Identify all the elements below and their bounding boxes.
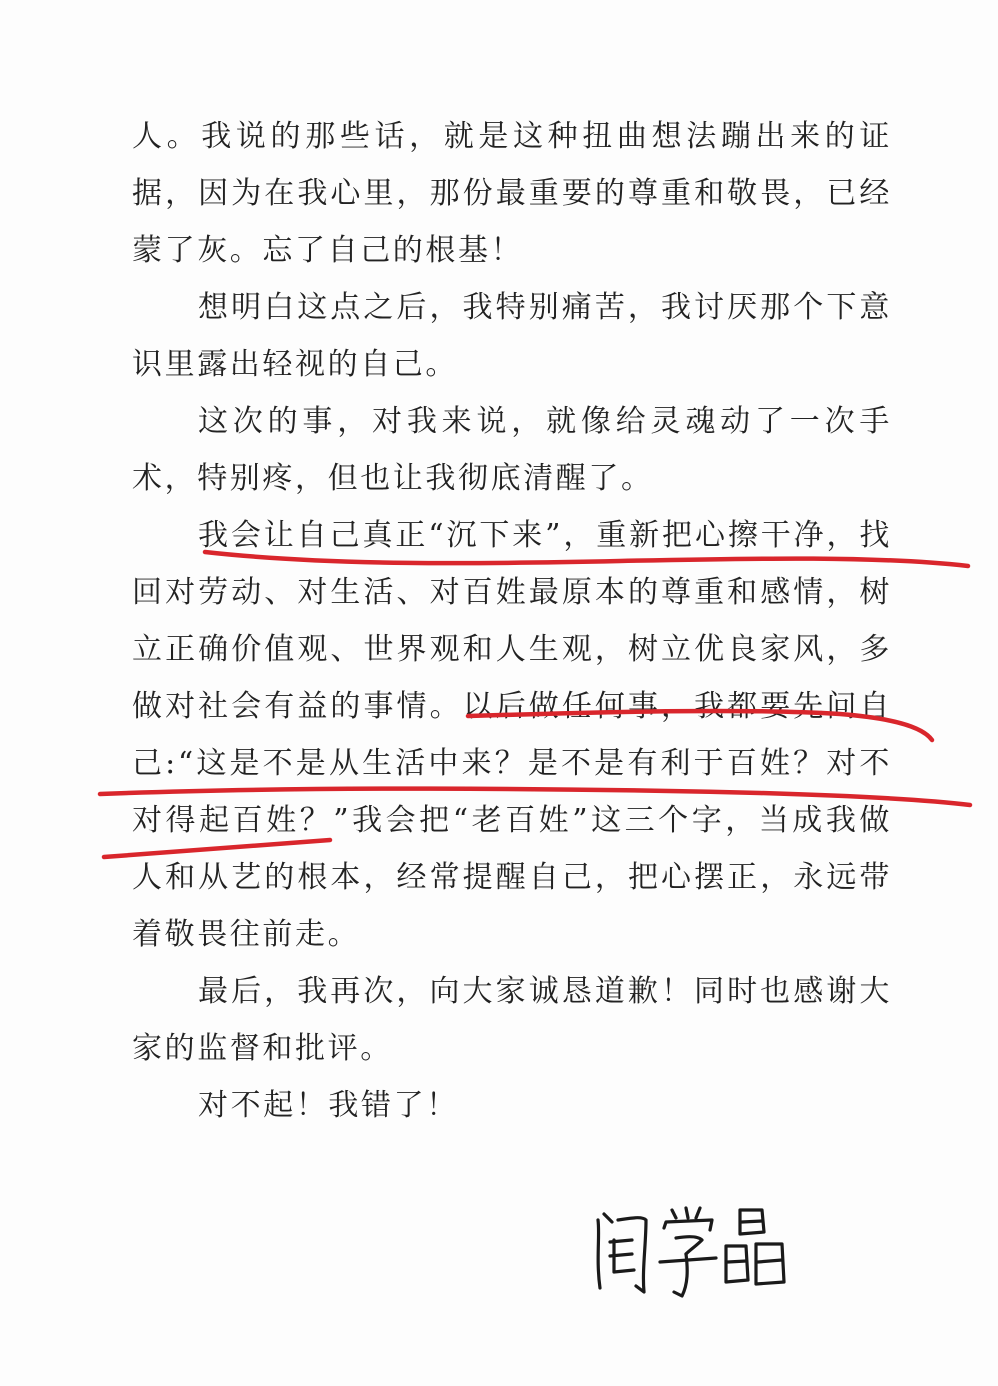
- paragraph-1: 人。我说的那些话，就是这种扭曲想法蹦出来的证据，因为在我心里，那份最重要的尊重和敬畏，已经蒙了灰。忘了自己的根基！: [132, 119, 892, 268]
- handwritten-signature: [580, 1200, 810, 1310]
- letter-body: [132, 108, 892, 1134]
- paragraph-6: 对不起！我错了！: [198, 1088, 459, 1123]
- paragraph-2: 想明白这点之后，我特别痛苦，我讨厌那个下意识里露出轻视的自己。: [132, 290, 892, 382]
- paragraph-5: 最后，我再次，向大家诚恳道歉！同时也感谢大家的监督和批评。: [132, 974, 892, 1066]
- paragraph-4: 我会让自己真正“沉下来”，重新把心擦干净，找回对劳动、对生活、对百姓最原本的尊重和感情，树立正确价值观、世界观和人生观，树立优良家风，多做对社会有益的事情。以后做任何事，我都要先问自己:“这是不是从生活中来？是不是有利于百姓？对不对得起百姓？”我会把“老百姓”这三个字，当成我做人和从艺的根本，经常提醒自己，把心摆正，永远带着敬畏往前走。: [132, 518, 892, 952]
- paragraph-3: 这次的事，对我来说，就像给灵魂动了一次手术，特别疼，但也让我彻底清醒了。: [132, 404, 892, 496]
